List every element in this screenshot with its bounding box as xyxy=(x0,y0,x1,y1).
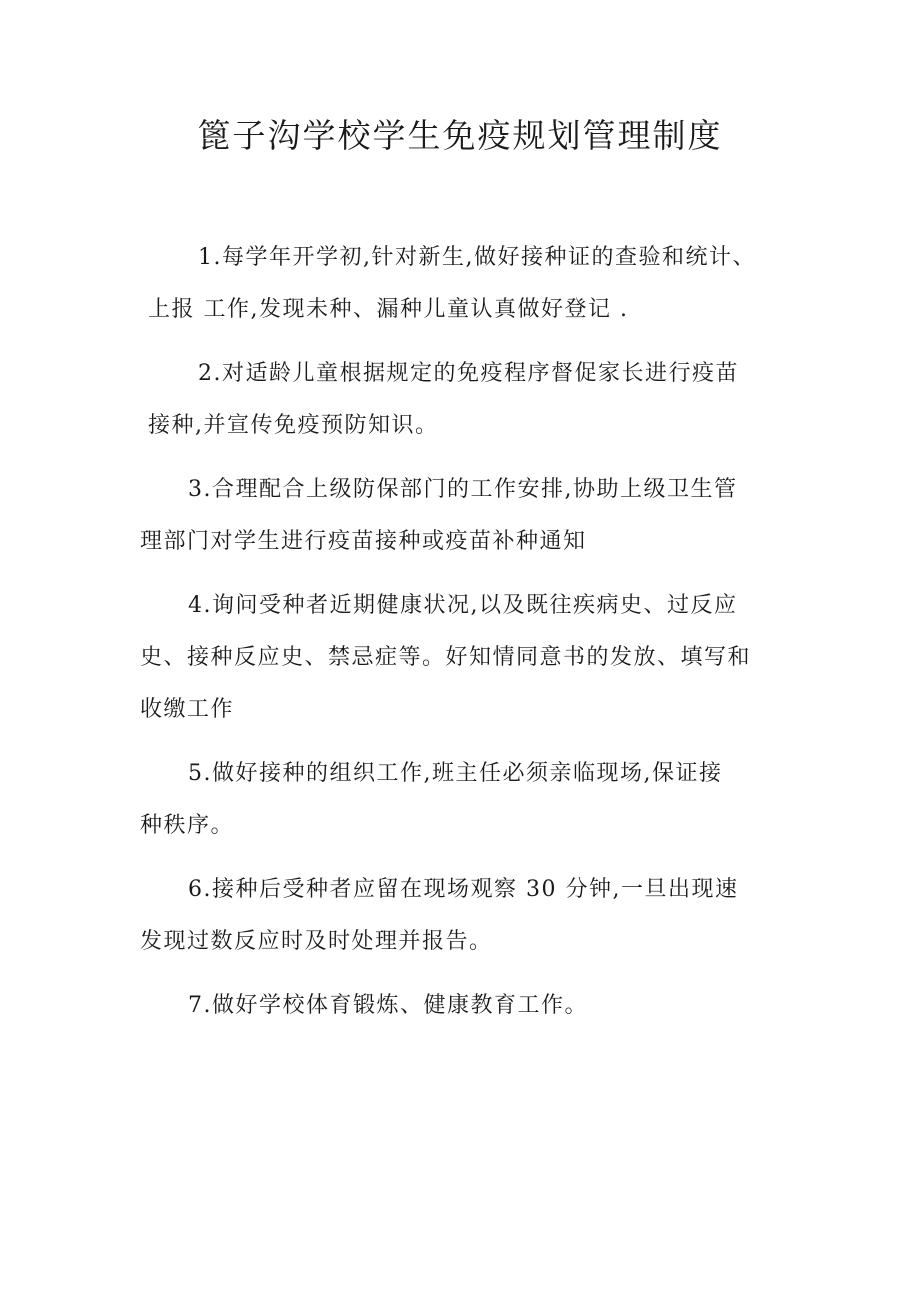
paragraph-4 xyxy=(140,580,785,736)
paragraph-line: 发现过数反应时及时处理并报告。 xyxy=(140,929,493,954)
paragraph-line: 1.每学年开学初,针对新生,做好接种证的查验和统计、 xyxy=(198,245,756,270)
paragraph-line: 收缴工作 xyxy=(140,697,235,722)
paragraph-7 xyxy=(140,980,785,1032)
paragraph-line: 种秩序。 xyxy=(140,813,235,838)
paragraph-3 xyxy=(140,464,785,568)
paragraph-line: 接种,并宣传免疫预防知识。 xyxy=(148,413,439,438)
paragraph-2 xyxy=(140,348,785,452)
paragraph-line: 7.做好学校体育锻炼、健康教育工作。 xyxy=(188,993,588,1018)
paragraph-5 xyxy=(140,748,785,852)
paragraph-line: 史、接种反应史、禁忌症等。好知情同意书的发放、填写和 xyxy=(140,645,752,670)
paragraph-line: 4.询问受种者近期健康状况,以及既往疾病史、过反应 xyxy=(188,593,738,618)
paragraph-6 xyxy=(140,864,785,968)
paragraph-line: 6.接种后受种者应留在现场观察 30 分钟,一旦出现速 xyxy=(188,877,739,902)
paragraph-1 xyxy=(140,232,785,336)
paragraph-line: 5.做好接种的组织工作,班主任必须亲临现场,保证接 xyxy=(188,761,723,786)
paragraph-line: 3.合理配合上级防保部门的工作安排,协助上级卫生管 xyxy=(188,477,738,502)
document-title: 篦子沟学校学生免疫规划管理制度 xyxy=(197,116,723,155)
paragraph-line: 上报 工作,发现未种、漏种儿童认真做好登记 . xyxy=(148,297,629,322)
paragraph-line: 理部门对学生进行疫苗接种或疫苗补种通知 xyxy=(140,529,587,554)
paragraph-line: 2.对适龄儿童根据规定的免疫程序督促家长进行疫苗 xyxy=(198,361,739,386)
document-body xyxy=(140,232,785,1044)
